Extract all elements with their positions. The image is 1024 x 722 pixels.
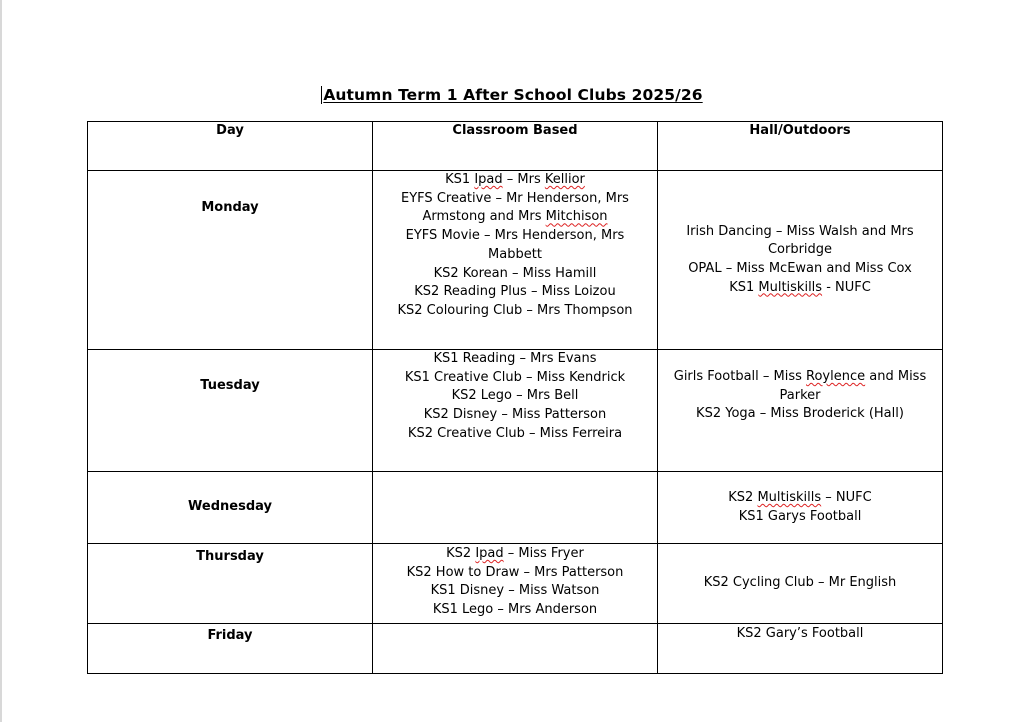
day-cell: Tuesday	[88, 350, 373, 472]
day-cell: Wednesday	[88, 472, 373, 544]
club-entry: KS1 Disney – Miss Watson	[430, 583, 600, 599]
club-entry: KS2 Creative Club – Miss Ferreira	[407, 425, 623, 441]
club-entry: Girls Football – Miss Roylence and Miss	[673, 369, 927, 384]
hall-cell-wednesday	[658, 472, 943, 544]
club-entry: KS1 Reading – Mrs Evans	[433, 351, 597, 366]
day-cell: Monday	[88, 171, 373, 350]
club-entry: Irish Dancing – Miss Walsh and Mrs	[686, 223, 914, 239]
club-entry: KS1 Ipad – Mrs Kellior	[445, 172, 585, 187]
club-entry: Corbridge	[767, 242, 833, 258]
club-entry: EYFS Creative – Mr Henderson, Mrs	[401, 190, 629, 206]
club-entry: KS2 Cycling Club – Mr English	[703, 575, 897, 591]
hall-cell-friday	[658, 624, 943, 674]
club-entry: KS2 Gary’s Football	[736, 626, 864, 641]
club-entry: KS2 Multiskills – NUFC	[728, 489, 872, 505]
page-edge	[0, 0, 2, 722]
club-entry: Mabbett	[488, 246, 542, 262]
club-entry: OPAL – Miss McEwan and Miss Cox	[688, 261, 912, 276]
table-row-tuesday	[88, 350, 943, 472]
club-entry: KS2 How to Draw – Mrs Patterson	[406, 564, 624, 580]
classroom-cell-monday	[373, 171, 658, 350]
club-entry: Armstong and Mrs Mitchison	[422, 209, 608, 225]
table-row-wednesday	[88, 472, 943, 544]
day-cell: Friday	[88, 624, 373, 674]
club-entry: KS1 Lego – Mrs Anderson	[432, 602, 598, 618]
title-text: Autumn Term 1 After School Clubs 2025/26	[323, 86, 703, 104]
club-entry: KS2 Lego – Mrs Bell	[451, 388, 579, 404]
header-hall-outdoors: Hall/Outdoors	[658, 122, 943, 171]
club-entry: KS2 Yoga – Miss Broderick (Hall)	[696, 406, 904, 422]
club-entry: KS2 Ipad – Miss Fryer	[446, 546, 584, 561]
clubs-table	[87, 121, 943, 674]
club-entry: KS1 Garys Football	[738, 508, 862, 524]
document-title	[0, 86, 1024, 104]
classroom-cell-friday	[373, 624, 658, 674]
header-classroom-based: Classroom Based	[373, 122, 658, 171]
club-entry: Parker	[779, 387, 821, 403]
hall-cell-thursday	[658, 544, 943, 624]
table-row-thursday	[88, 544, 943, 624]
club-entry: KS1 Multiskills - NUFC	[729, 279, 871, 295]
classroom-cell-thursday	[373, 544, 658, 624]
club-entry: KS2 Disney – Miss Patterson	[423, 407, 607, 423]
header-row	[88, 122, 943, 171]
day-cell: Thursday	[88, 544, 373, 624]
club-entry: KS2 Reading Plus – Miss Loizou	[414, 284, 616, 300]
classroom-cell-wednesday	[373, 472, 658, 544]
hall-cell-monday	[658, 171, 943, 350]
club-entry: EYFS Movie – Mrs Henderson, Mrs	[405, 228, 625, 244]
table-row-monday	[88, 171, 943, 350]
classroom-cell-tuesday	[373, 350, 658, 472]
table-row-friday	[88, 624, 943, 674]
hall-cell-tuesday	[658, 350, 943, 472]
club-entry: KS1 Creative Club – Miss Kendrick	[404, 369, 626, 385]
club-entry: KS2 Colouring Club – Mrs Thompson	[397, 302, 633, 318]
club-entry: KS2 Korean – Miss Hamill	[433, 265, 597, 281]
header-day: Day	[88, 122, 373, 171]
